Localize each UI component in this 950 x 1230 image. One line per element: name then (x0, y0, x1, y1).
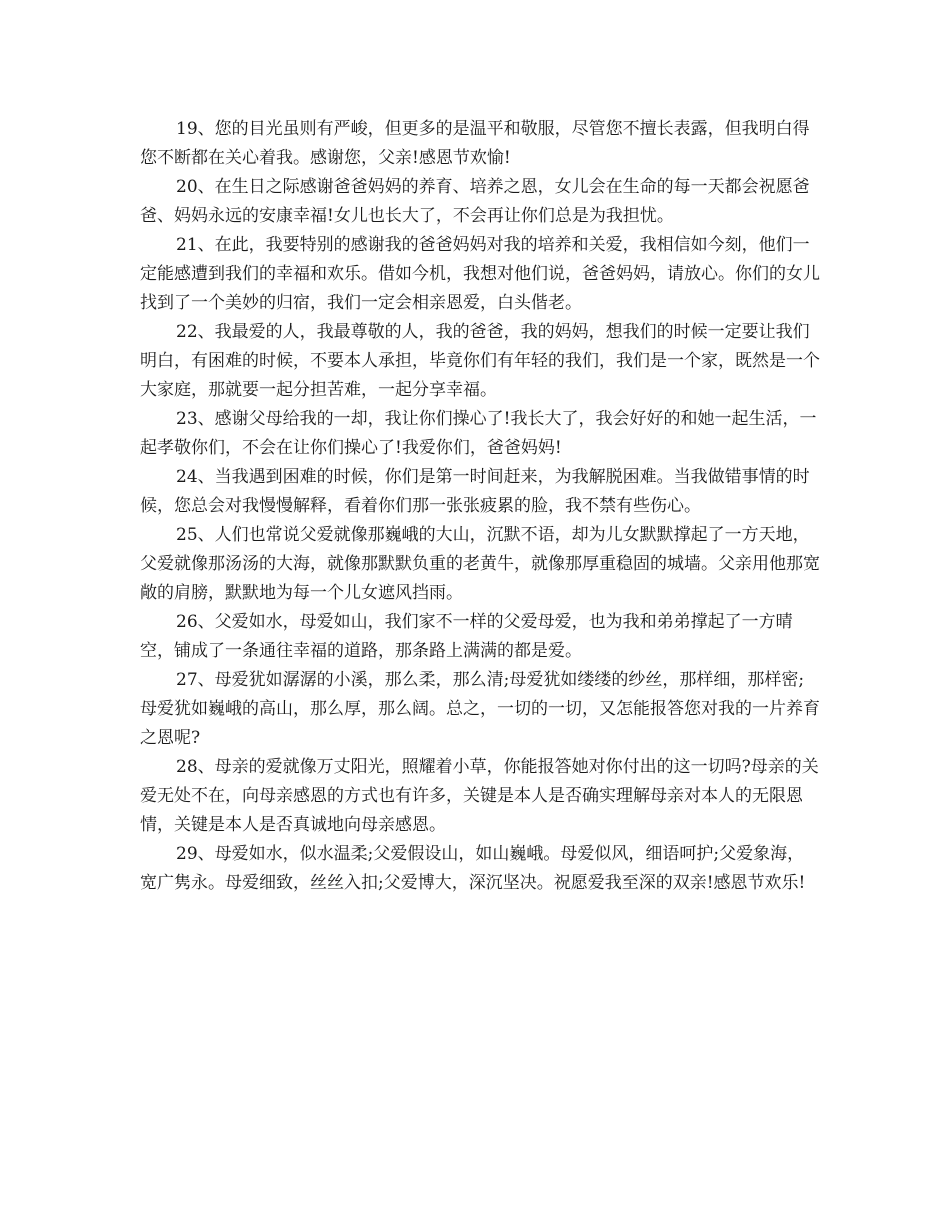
paragraph-22: 22、我最爱的人，我最尊敬的人，我的爸爸，我的妈妈，想我们的时候一定要让我们明白，有困难的时候，不要本人承担，毕竟你们有年轻的我们，我们是一个家，既然是一个大家庭，那就要一起分担苦难，一起分享幸福。 (140, 322, 820, 400)
paragraph-20: 20、在生日之际感谢爸爸妈妈的养育、培养之恩，女儿会在生命的每一天都会祝愿爸爸、妈妈永远的安康幸福!女儿也长大了，不会再让你们总是为我担忧。 (140, 177, 810, 226)
paragraph-29: 29、母爱如水，似水温柔;父爱假设山，如山巍峨。母爱似风，细语呵护;父爱象海，宽广隽永。母爱细致，丝丝入扣;父爱博大，深沉坚决。祝愿爱我至深的双亲!感恩节欢乐! (140, 844, 806, 893)
paragraph-24: 24、当我遇到困难的时候，你们是第一时间赶来，为我解脱困难。当我做错事情的时候，您总会对我慢慢解释，看着你们那一张张疲累的脸，我不禁有些伤心。 (140, 467, 810, 516)
paragraph-28: 28、母亲的爱就像万丈阳光，照耀着小草，你能报答她对你付出的这一切吗?母亲的关爱无处不在，向母亲感恩的方式也有许多，关键是本人是否确实理解母亲对本人的无限恩情，关键是本人是否真诚地向母亲感恩。 (140, 757, 819, 835)
paragraph-23: 23、感谢父母给我的一却，我让你们操心了!我长大了，我会好好的和她一起生活，一起孝敬你们，不会在让你们操心了!我爱你们，爸爸妈妈! (140, 409, 817, 458)
paragraph-27: 27、母爱犹如潺潺的小溪，那么柔，那么清;母爱犹如缕缕的纱丝，那样细，那样密;母爱犹如巍峨的高山，那么厚，那么阔。总之，一切的一切，又怎能报答您对我的一片养育之恩呢? (140, 670, 820, 748)
paragraph-26: 26、父爱如水，母爱如山，我们家不一样的父爱母爱，也为我和弟弟撑起了一方晴空，铺成了一条通往幸福的道路，那条路上满满的都是爱。 (140, 612, 793, 661)
paragraph-19: 19、您的目光虽则有严峻，但更多的是温平和敬服，尽管您不擅长表露，但我明白得您不断都在关心着我。感谢您，父亲!感恩节欢愉! (140, 119, 810, 168)
paragraph-21: 21、在此，我要特别的感谢我的爸爸妈妈对我的培养和关爱，我相信如今刻，他们一定能感遭到我们的幸福和欢乐。借如今机，我想对他们说，爸爸妈妈，请放心。你们的女儿找到了一个美妙的归宿，我们一定会相亲恩爱，白头偕老。 (140, 235, 820, 313)
paragraph-25: 25、人们也常说父爱就像那巍峨的大山，沉默不语，却为儿女默默撑起了一方天地，父爱就像那汤汤的大海，就像那默默负重的老黄牛，就像那厚重稳固的城墙。父亲用他那宽敞的肩膀，默默地为每一个儿女遮风挡雨。 (140, 525, 820, 603)
document-body (140, 115, 820, 898)
